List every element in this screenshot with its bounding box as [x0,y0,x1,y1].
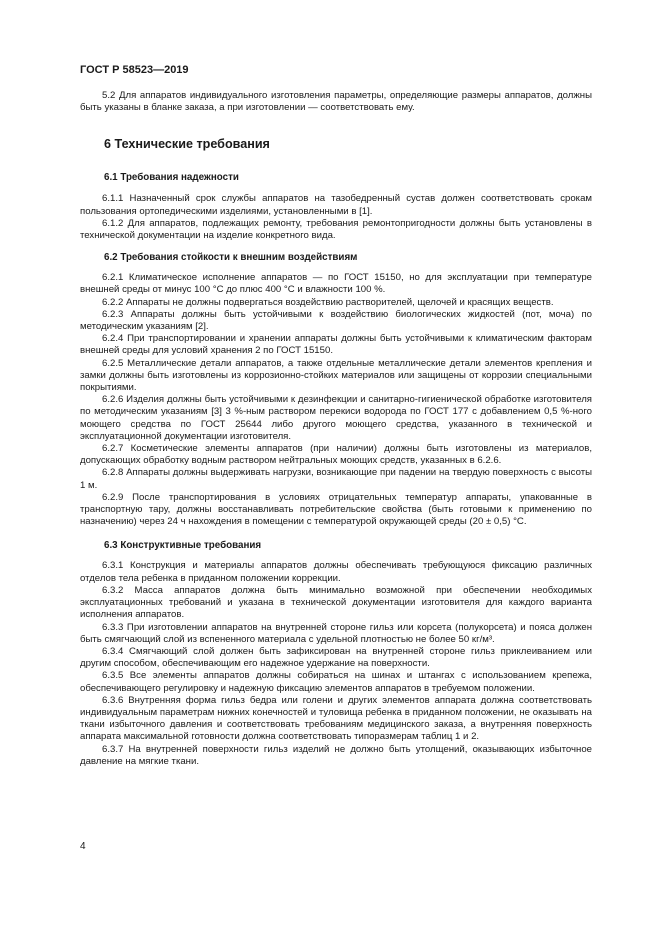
page-number: 4 [80,841,86,852]
paragraph-6-2-2: 6.2.2 Аппараты не должны подвергаться воздействию растворителей, щелочей и красящих веществ. [102,296,554,308]
paragraph-6-3-1: 6.3.1 Конструкция и материалы аппаратов должны обеспечивать требующуюся фиксацию различных отделов тела ребенка в приданном положении коррекции. [80,560,592,584]
paragraph-6-3-7: 6.3.7 На внутренней поверхности гильз изделий не должно быть утолщений, оказывающих избыточное давление на мягкие ткани. [80,743,592,767]
document-body [80,90,592,768]
paragraph-6-2-4: 6.2.4 При транспортировании и хранении аппараты должны быть устойчивыми к климатическим факторам внешней среды для условий хранения 2 по ГОСТ 15150. [80,333,592,357]
paragraph-6-2-3: 6.2.3 Аппараты должны быть устойчивыми к воздействию биологических жидкостей (пот, моча) по методическим указаниям [2]. [80,308,592,333]
paragraph-6-2-6: 6.2.6 Изделия должны быть устойчивыми к дезинфекции и санитарно-гигиенической обработке изготовителя по методическим указаниям [3] 3 %-ным раствором перекиси водорода по ГОСТ 177 с добавлением 0,5 %-ного моющего средства по ГОСТ 25644 либо другого моющего средства, указанного в технической и эксплуатационной документации изготовителя. [80,394,592,442]
paragraph-6-3-5: 6.3.5 Все элементы аппаратов должны собираться на шинах и штангах с использованием крепежа, обеспечивающего регулировку и надежную фиксацию элементов аппаратов в требуемом положении. [80,670,592,694]
paragraph-6-3-2: 6.3.2 Масса аппаратов должна быть минимально возможной при обеспечении необходимых эксплуатационных требований и указана в технической документации изготовителя для каждого варианта исполнения аппаратов. [80,584,592,621]
paragraph-6-1-1: 6.1.1 Назначенный срок службы аппаратов на тазобедренный сустав должен соответствовать срокам пользования ортопедическими изделиями, установленными в [1]. [80,193,592,217]
paragraph-6-2-7: 6.2.7 Косметические элементы аппаратов (при наличии) должны быть изготовлены из материалов, допускающих обработку водным раствором нейтральных моющих средств, указанных в 6.2.6. [80,443,592,467]
paragraph-6-2-9: 6.2.9 После транспортирования в условиях отрицательных температур аппараты, упакованные в транспортную тару, должны восстанавливать потребительские свойства (быть готовыми к применению по назначению) через 24 ч нахождения в помещении с температурой окружающей среды (20 ± 0,5) °С. [80,491,592,528]
paragraph-6-3-4: 6.3.4 Смягчающий слой должен быть зафиксирован на внутренней стороне гильз приклеиванием или другим способом, обеспечивающим его надежное удержание на поверхности. [80,645,592,670]
document-header: ГОСТ Р 58523—2019 [80,64,189,76]
paragraph-6-2-8: 6.2.8 Аппараты должны выдерживать нагрузки, возникающие при падении на твердую поверхность с высоты 1 м. [80,467,592,491]
paragraph-6-1-2: 6.1.2 Для аппаратов, подлежащих ремонту, требования ремонтопригодности должны быть установлены в технической документации на изделие конкретного вида. [80,217,592,242]
paragraph-6-2-1: 6.2.1 Климатическое исполнение аппаратов — по ГОСТ 15150, но для эксплуатации при температуре внешней среды от минус 100 °С до плюс 400 °С и влажности 100 %. [80,272,592,296]
subsection-6-1-title: 6.1 Требования надежности [104,172,239,184]
paragraph-5-2: 5.2 Для аппаратов индивидуального изготовления параметры, определяющие размеры аппаратов, должны быть указаны в бланке заказа, а при изготовлении — соответствовать ему. [80,90,592,114]
section-6-title: 6 Технические требования [104,137,270,152]
paragraph-6-3-6: 6.3.6 Внутренняя форма гильз бедра или голени и других элементов аппарата должна соответствовать индивидуальным параметрам нижних конечностей и туловища ребенка в приданном положении, не оказывать на ткани избыточного давления и соответствовать требованиям медицинского заказа, а внутренняя поверхность аппарата максимальной готовности должна соответствовать типоразмерам таблиц 1 и 2. [80,694,592,743]
subsection-6-2-title: 6.2 Требования стойкости к внешним воздействиям [104,252,358,264]
paragraph-6-3-3: 6.3.3 При изготовлении аппаратов на внутренней стороне гильз или корсета (полукорсета) и пояса должен быть смягчающий слой из вспененного материала с удельной плотностью не более 50 кг/м³. [80,621,592,645]
paragraph-6-2-5: 6.2.5 Металлические детали аппаратов, а также отдельные металлические детали элементов крепления и замки должны быть изготовлены из коррозионно-стойких материалов или защищены от коррозии специальными покрытиями. [80,357,592,394]
subsection-6-3-title: 6.3 Конструктивные требования [104,540,262,552]
